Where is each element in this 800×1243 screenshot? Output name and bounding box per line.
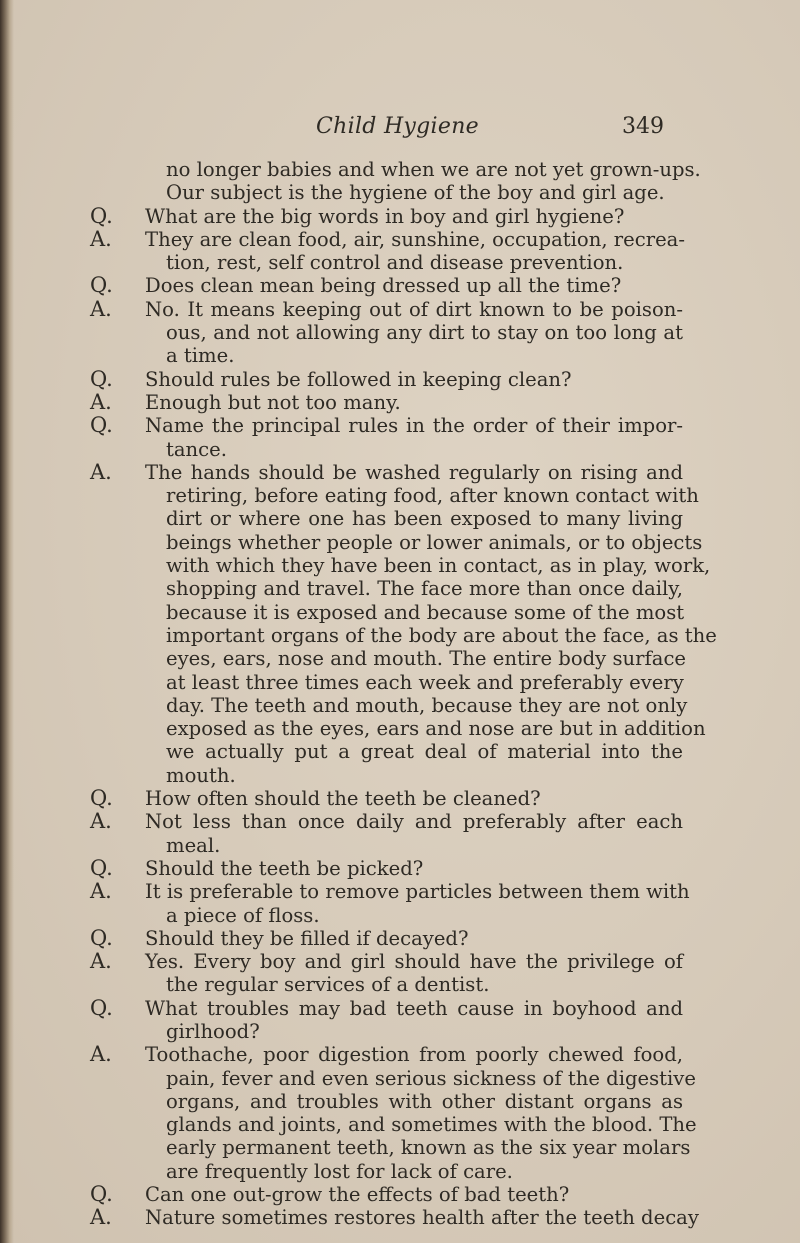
line-text: What are the big words in boy and girl hygiene? (145, 204, 625, 228)
text-line (0, 1090, 800, 1113)
text-line (0, 368, 800, 391)
question-marker: Q. (90, 203, 113, 228)
line-text: No. It means keeping out of dirt known to be poison- (145, 297, 683, 321)
text-line (0, 904, 800, 927)
text-line (0, 927, 800, 950)
text-line (0, 274, 800, 297)
line-text: They are clean food, air, sunshine, occupation, recrea- (145, 227, 685, 251)
text-line (0, 438, 800, 461)
text-line (0, 298, 800, 321)
line-text: The hands should be washed regularly on rising and (145, 460, 683, 484)
text-line (0, 694, 800, 717)
text-line (0, 484, 800, 507)
text-line (0, 507, 800, 530)
line-text: important organs of the body are about the face, as the (166, 623, 717, 647)
question-marker: Q. (90, 1182, 113, 1207)
line-text: Should rules be followed in keeping clean? (145, 367, 572, 391)
line-text: because it is exposed and because some of the most (166, 600, 685, 624)
question-marker: Q. (90, 413, 113, 438)
line-text: shopping and travel. The face more than once daily, (166, 577, 683, 601)
text-line (0, 391, 800, 414)
line-text: tion, rest, self control and disease prevention. (166, 251, 624, 275)
line-text: no longer babies and when we are not yet grown-ups. (166, 158, 701, 181)
line-text: Enough but not too many. (145, 390, 401, 414)
answer-marker: A. (90, 1205, 112, 1230)
line-text: early permanent teeth, known as the six year molars (166, 1136, 691, 1160)
question-marker: Q. (90, 786, 113, 811)
question-marker: Q. (90, 855, 113, 880)
text-line (0, 158, 800, 181)
text-line (0, 973, 800, 996)
answer-marker: A. (90, 459, 112, 484)
line-text: Our subject is the hygiene of the boy and girl age. (166, 181, 665, 205)
text-line (0, 740, 800, 763)
text-line (0, 810, 800, 833)
text-line (0, 554, 800, 577)
line-text: glands and joints, and sometimes with the blood. The (166, 1113, 697, 1137)
text-line (0, 1136, 800, 1159)
text-line (0, 1113, 800, 1136)
text-line (0, 414, 800, 437)
text-line (0, 880, 800, 903)
text-line (0, 624, 800, 647)
text-line (0, 205, 800, 228)
text-line (0, 1020, 800, 1043)
line-text: a piece of floss. (166, 903, 320, 927)
line-text: How often should the teeth be cleaned? (145, 787, 541, 811)
text-line (0, 764, 800, 787)
page-number: 349 (622, 114, 664, 139)
line-text: Does clean mean being dressed up all the time? (145, 274, 622, 298)
line-text: meal. (166, 833, 221, 857)
answer-marker: A. (90, 809, 112, 834)
line-text: Should the teeth be picked? (145, 856, 424, 880)
line-text: Yes. Every boy and girl should have the privilege of (145, 950, 683, 974)
text-line (0, 601, 800, 624)
text-line (0, 1043, 800, 1066)
text-line (0, 857, 800, 880)
line-text: Name the principal rules in the order of their impor- (145, 414, 683, 438)
line-text: a time. (166, 344, 235, 368)
answer-marker: A. (90, 226, 112, 251)
text-line (0, 1067, 800, 1090)
text-line (0, 461, 800, 484)
text-line (0, 950, 800, 973)
question-marker: Q. (90, 273, 113, 298)
answer-marker: A. (90, 389, 112, 414)
line-text: are frequently lost for lack of care. (166, 1159, 513, 1183)
text-line (0, 671, 800, 694)
line-text: Should they be filled if decayed? (145, 926, 469, 950)
line-text: ous, and not allowing any dirt to stay on too long at (166, 321, 683, 345)
question-marker: Q. (90, 995, 113, 1020)
line-text: retiring, before eating food, after known contact with (166, 484, 699, 508)
text-line (0, 228, 800, 251)
line-text: It is preferable to remove particles between them with (145, 880, 690, 904)
question-marker: Q. (90, 366, 113, 391)
text-line (0, 787, 800, 810)
line-text: eyes, ears, nose and mouth. The entire body surface (166, 647, 687, 671)
text-line (0, 997, 800, 1020)
answer-marker: A. (90, 949, 112, 974)
line-text: pain, fever and even serious sickness of the digestive (166, 1066, 696, 1090)
text-line (0, 1160, 800, 1183)
text-line (0, 181, 800, 204)
line-text: mouth. (166, 763, 236, 787)
text-line (0, 344, 800, 367)
line-text: we actually put a great deal of material into the (166, 740, 683, 764)
text-line (0, 717, 800, 740)
line-text: organs, and troubles with other distant organs as (166, 1089, 683, 1113)
line-text: at least three times each week and preferably every (166, 670, 684, 694)
line-text: the regular services of a dentist. (166, 973, 490, 997)
running-header (0, 112, 800, 142)
line-text: girlhood? (166, 1019, 260, 1043)
text-line (0, 834, 800, 857)
line-text: Nature sometimes restores health after the teeth decay (145, 1206, 699, 1230)
line-text: tance. (166, 437, 227, 461)
line-text: dirt or where one has been exposed to many living (166, 507, 683, 531)
line-text: day. The teeth and mouth, because they are not only (166, 693, 688, 717)
text-line (0, 647, 800, 670)
text-line (0, 1206, 800, 1229)
line-text: beings whether people or lower animals, or to objects (166, 530, 703, 554)
line-text: Toothache, poor digestion from poorly chewed food, (145, 1043, 683, 1067)
line-text: with which they have been in contact, as in play, work, (166, 554, 711, 578)
line-text: Can one out-grow the effects of bad teeth? (145, 1183, 570, 1207)
text-line (0, 1183, 800, 1206)
qa-text-body (0, 158, 800, 1230)
line-text: exposed as the eyes, ears and nose are but in addition (166, 717, 706, 741)
answer-marker: A. (90, 1042, 112, 1067)
line-text: Not less than once daily and preferably after each (145, 810, 683, 834)
text-line (0, 531, 800, 554)
line-text: What troubles may bad teeth cause in boyhood and (145, 996, 683, 1020)
text-line (0, 321, 800, 344)
text-line (0, 577, 800, 600)
text-line (0, 251, 800, 274)
answer-marker: A. (90, 879, 112, 904)
answer-marker: A. (90, 296, 112, 321)
question-marker: Q. (90, 925, 113, 950)
running-title: Child Hygiene (316, 114, 479, 139)
